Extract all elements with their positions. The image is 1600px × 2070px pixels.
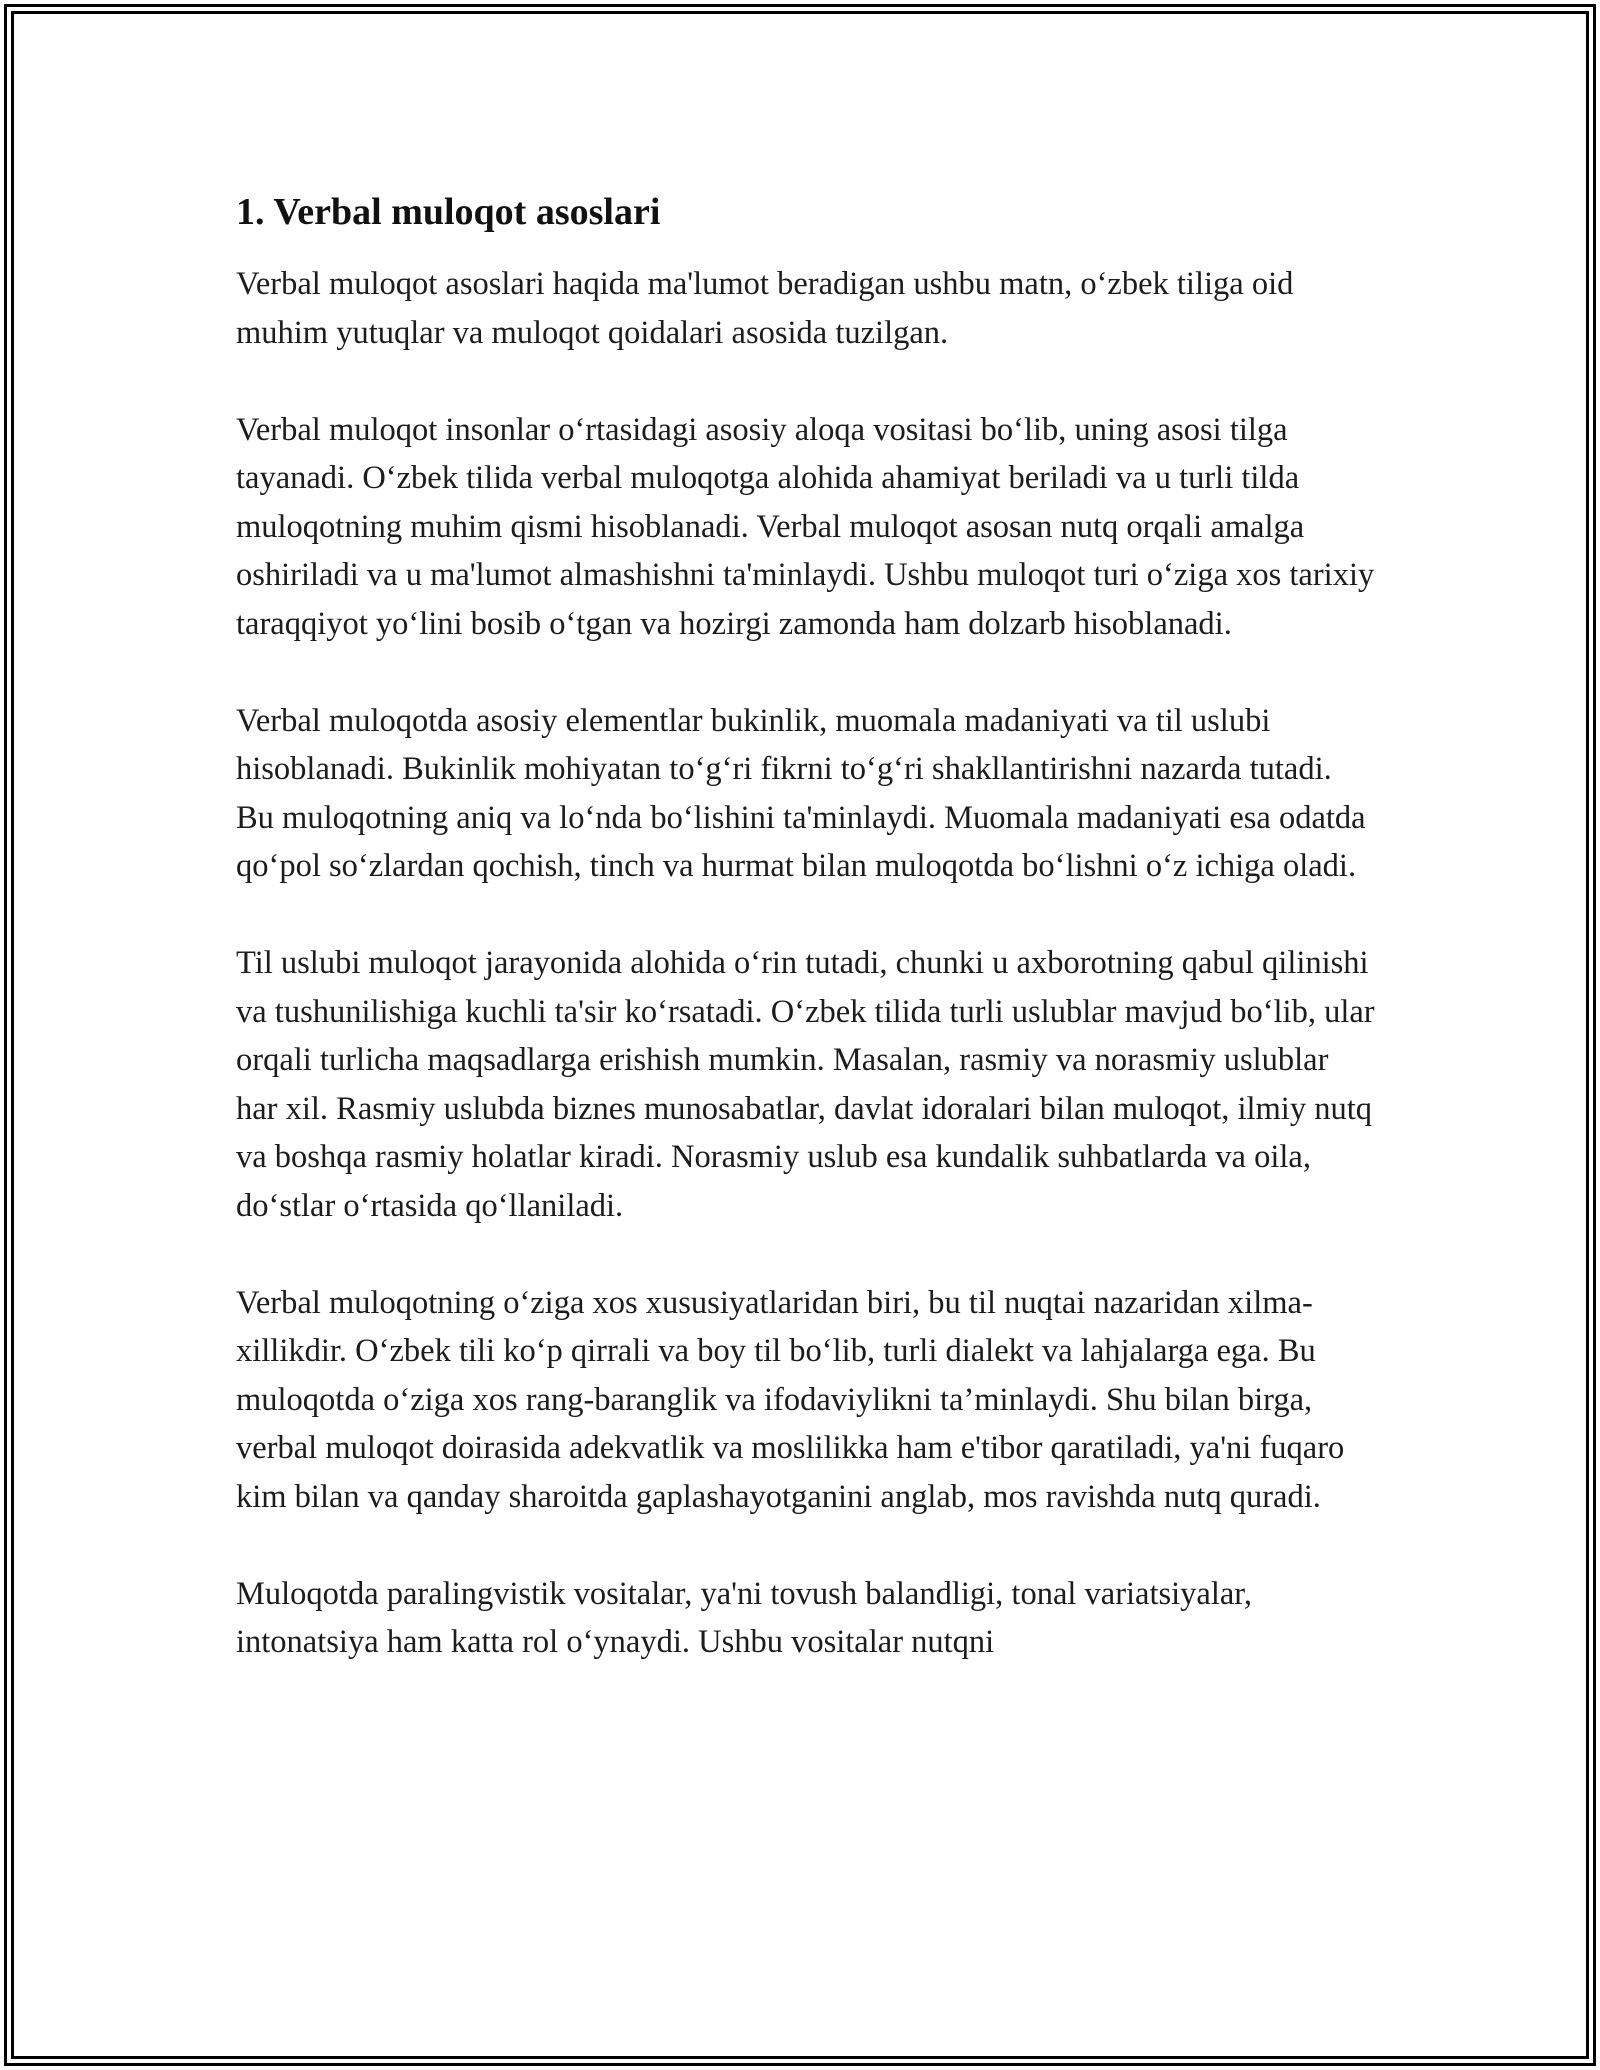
- paragraph-paralinguistic: Muloqotda paralingvistik vositalar, ya'ni tovush balandligi, tonal variatsiyalar, intonatsiya ham katta rol o‘ynaydi. Ushbu vositalar nutqni: [236, 1575, 1252, 1660]
- paragraph-elements: Verbal muloqotda asosiy elementlar bukinlik, muomala madaniyati va til uslubi hisoblanadi. Bukinlik mohiyatan to‘g‘ri fikrni to‘g‘ri shakllantirishni nazarda tutadi. Bu muloqotning aniq va lo‘nda bo‘lishini ta'minlaydi. Muomala madaniyati esa odatda qo‘pol so‘zlardan qochish, tinch va hurmat bilan muloqotda bo‘lishni o‘z ichiga oladi.: [236, 702, 1366, 884]
- paragraph-style: Til uslubi muloqot jarayonida alohida o‘rin tutadi, chunki u axborotning qabul qilinishi va tushunilishiga kuchli ta'sir ko‘rsatadi. O‘zbek tilida turli uslublar mavjud bo‘lib, ular orqali turlicha maqsadlarga erishish mumkin. Masalan, rasmiy va norasmiy uslublar har xil. Rasmiy uslubda biznes munosabatlar, davlat idoralari bilan muloqot, ilmiy nutq va boshqa rasmiy holatlar kiradi. Norasmiy uslub esa kundalik suhbatlarda va oila, do‘stlar o‘rtasida qo‘llaniladi.: [236, 945, 1375, 1224]
- paragraph-diversity: Verbal muloqotning o‘ziga xos xususiyatlaridan biri, bu til nuqtai nazaridan xilma-xillikdir. O‘zbek tili ko‘p qirrali va boy til bo‘lib, turli dialekt va lahjalarga ega. Bu muloqotda o‘ziga xos rang-baranglik va ifodaviylikni ta’minlaydi. Shu bilan birga, verbal muloqot doirasida adekvatlik va moslilikka ham e'tibor qaratiladi, ya'ni fuqaro kim bilan va qanday sharoitda gaplashayotganini anglab, mos ravishda nutq quradi.: [236, 1284, 1345, 1515]
- document-page: [236, 188, 1376, 1667]
- section-heading: 1. Verbal muloqot asoslari: [236, 191, 661, 233]
- paragraph-definition: Verbal muloqot insonlar o‘rtasidagi asosiy aloqa vositasi bo‘lib, uning asosi tilga tayanadi. O‘zbek tilida verbal muloqotga alohida ahamiyat beriladi va u turli tilda muloqotning muhim qismi hisoblanadi. Verbal muloqot asosan nutq orqali amalga oshiriladi va u ma'lumot almashishni ta'minlaydi. Ushbu muloqot turi o‘ziga xos tarixiy taraqqiyot yo‘lini bosib o‘tgan va hozirgi zamonda ham dolzarb hisoblanadi.: [236, 411, 1375, 642]
- paragraph-intro: Verbal muloqot asoslari haqida ma'lumot beradigan ushbu matn, o‘zbek tiliga oid muhim yutuqlar va muloqot qoidalari asosida tuzilgan.: [236, 266, 1294, 351]
